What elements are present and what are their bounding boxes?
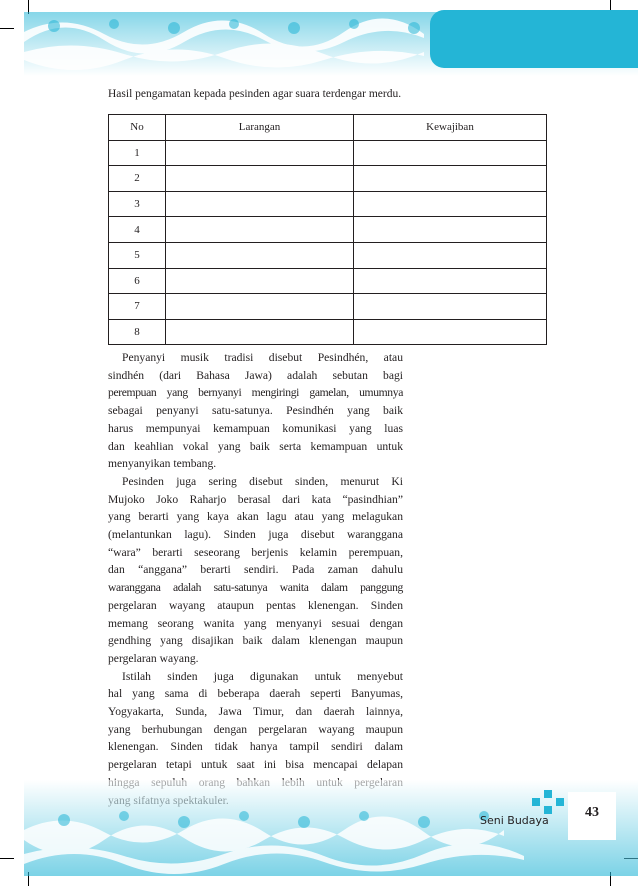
kewajiban-cell	[354, 268, 547, 294]
footer-ornament	[24, 780, 638, 876]
intro-text: Hasil pengamatan kepada pesinden agar suara terdengar merdu.	[108, 88, 402, 100]
text-line: pergelaran wayang ataupun pentas klenengan. Sinden	[108, 598, 403, 612]
table-row	[109, 166, 547, 192]
text-line: Yogyakarta, Sunda, Jawa Timur, dan daerah lainnya,	[108, 705, 403, 719]
text-line: yang berhubungan dengan pergelaran wayang maupun	[108, 722, 403, 736]
text-line: perempuan yang bernyanyi mengiringi gamelan, umumnya	[108, 386, 403, 400]
text-line: (melantunkan lagu). Sinden juga disebut waranggana	[108, 528, 403, 542]
row-number: 5	[109, 242, 166, 268]
column-header-no: No	[109, 115, 166, 141]
column-header-kewajiban: Kewajiban	[354, 115, 547, 141]
text-line: klenengan. Sinden tidak hanya tampil sendiri dalam	[108, 740, 403, 754]
kewajiban-cell	[354, 242, 547, 268]
text-line: Pesinden juga sering disebut sinden, menurut Ki	[122, 474, 403, 488]
table-row	[109, 140, 547, 166]
larangan-cell	[166, 319, 354, 345]
larangan-cell	[166, 294, 354, 320]
kewajiban-cell	[354, 217, 547, 243]
row-number: 4	[109, 217, 166, 243]
row-number: 3	[109, 191, 166, 217]
text-line: hal yang sama di beberapa daerah seperti Banyumas,	[108, 687, 403, 701]
book-title: Seni Budaya	[480, 814, 549, 827]
table-row	[109, 319, 547, 345]
kewajiban-cell	[354, 294, 547, 320]
larangan-cell	[166, 140, 354, 166]
body-text	[108, 349, 403, 809]
table-row	[109, 268, 547, 294]
table-row	[109, 217, 547, 243]
kewajiban-cell	[354, 191, 547, 217]
table-header-row	[109, 115, 547, 141]
text-line: Istilah sinden juga digunakan untuk menyebut	[122, 669, 403, 683]
larangan-cell	[166, 191, 354, 217]
row-number: 1	[109, 140, 166, 166]
table-row	[109, 242, 547, 268]
larangan-cell	[166, 242, 354, 268]
text-line: sindhén (dari Bahasa Jawa) adalah sebutan bagi	[108, 368, 403, 382]
text-line: memang seorang wanita yang menyanyi sesuai dengan	[108, 616, 403, 630]
text-line: pergelaran tetapi untuk saat ini bisa mencapai delapan	[108, 758, 403, 772]
table-row	[109, 294, 547, 320]
row-number: 2	[109, 166, 166, 192]
text-line: Penyanyi musik tradisi disebut Pesindhén, atau	[122, 351, 403, 364]
row-number: 8	[109, 319, 166, 345]
text-line: yang berarti yang kaya akan lagu atau yang melagukan	[108, 510, 403, 524]
paragraph-1	[108, 349, 403, 473]
header-tab-decoration	[430, 10, 638, 68]
kewajiban-cell	[354, 140, 547, 166]
observation-table	[108, 114, 547, 345]
text-line: sebagai penyanyi satu-satunya. Pesindhén yang baik	[108, 404, 403, 418]
crop-mark	[0, 858, 14, 859]
text-line: “wara” berarti seseorang berjenis kelamin perempuan,	[108, 545, 403, 559]
crop-mark	[0, 28, 14, 29]
column-header-larangan: Larangan	[166, 115, 354, 141]
text-line: dan “anggana” berarti sendiri. Pada zaman dahulu	[108, 563, 403, 577]
kewajiban-cell	[354, 319, 547, 345]
paragraph-2	[108, 473, 403, 668]
text-line: waranggana adalah satu-satunya wanita dalam panggung	[108, 581, 403, 595]
larangan-cell	[166, 217, 354, 243]
table-row	[109, 191, 547, 217]
text-line: dan keahlian vokal yang baik serta kemampuan untuk	[108, 439, 403, 453]
text-line: harus mempunyai kemampuan komunikasi yang luas	[108, 421, 403, 435]
larangan-cell	[166, 268, 354, 294]
text-line: gendhing yang disajikan baik dalam klenengan maupun	[108, 634, 403, 648]
page-number: 43	[585, 805, 599, 820]
row-number: 6	[109, 268, 166, 294]
text-line: menyanyikan tembang.	[108, 457, 217, 471]
row-number: 7	[109, 294, 166, 320]
larangan-cell	[166, 166, 354, 192]
kewajiban-cell	[354, 166, 547, 192]
text-line: pergelaran wayang.	[108, 651, 199, 665]
text-line: Mujoko Joko Raharjo berasal dari kata “pasindhian”	[108, 492, 403, 506]
